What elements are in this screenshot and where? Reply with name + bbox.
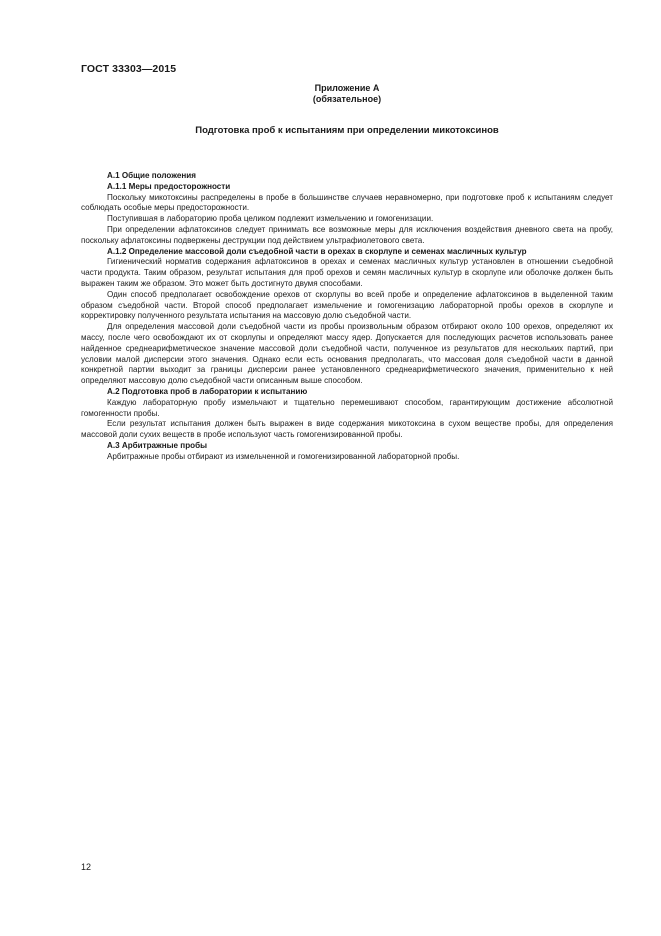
section-heading-a2: А.2 Подготовка проб в лаборатории к испытанию: [107, 386, 308, 396]
paragraph: Один способ предполагает освобождение орехов от скорлупы во всей пробе и определение афлатоксинов в выделенной таким образом съедобной части. Второй способ предполагает измельчение и гомогенизацию лабораторной пробы орехов в скорлупе и корректировку полученного результата испытания на массовую долю съедобной части.: [81, 289, 613, 321]
section-heading-a1: А.1 Общие положения: [107, 171, 196, 180]
paragraph: Поскольку микотоксины распределены в пробе в большинстве случаев неравномерно, при подготовке проб к испытаниям следует соблюдать особые меры предосторожности.: [81, 192, 613, 213]
paragraph: Каждую лабораторную пробу измельчают и тщательно перемешивают способом, гарантирующим достижение абсолютной гомогенности пробы.: [81, 397, 613, 418]
paragraph: Арбитражные пробы отбирают из измельченной и гомогенизированной лабораторной пробы.: [107, 451, 460, 461]
paragraph: Для определения массовой доли съедобной части из пробы произвольным образом отбирают около 100 орехов, определяют их массу, после чего освобождают их от скорлупы и определяют массу ядер. Допускается для последующих расчетов использовать ранее найденное среднеарифметическое значение массовой доли съедобной части, полученное из результатов для нескольких партий, при условии малой дисперсии этого значения. Однако если есть основания предполагать, что массовая доля съедобной части в данной конкретной партии выходит за границы дисперсии ранее установленного среднеарифметического значения, применительно к ней определяют массовую долю съедобной части описанным выше способом.: [81, 322, 613, 386]
page-number: 12: [81, 862, 92, 872]
paragraph: Если результат испытания должен быть выражен в виде содержания микотоксина в сухом веществе пробы, для определения массовой доли сухих веществ в пробе используют часть гомогенизированной пробы.: [81, 419, 613, 440]
appendix-title: Подготовка проб к испытаниям при определении микотоксинов: [195, 125, 499, 136]
paragraph: Поступившая в лабораторию проба целиком подлежит измельчению и гомогенизации.: [107, 214, 434, 224]
section-heading-a3: А.3 Арбитражные пробы: [107, 440, 207, 450]
appendix-label: Приложение А: [314, 83, 380, 93]
paragraph: Гигиенический норматив содержания афлатоксинов в орехах и семенах масличных культур установлен в отношении съедобной части продукта. Таким образом, результат испытания для проб орехов и семян масличных культур в скорлупе или оболочке должен быть выражен таким же образом. Это может быть достигнуто двумя способами.: [81, 257, 613, 288]
section-heading-a11: А.1.1 Меры предосторожности: [107, 181, 231, 191]
document-body: [81, 171, 613, 463]
standard-designation: ГОСТ 33303—2015: [81, 63, 177, 75]
appendix-heading: [81, 83, 613, 105]
section-heading-a12: А.1.2 Определение массовой доли съедобной части в орехах в скорлупе и семенах масличных культур: [107, 246, 527, 256]
paragraph: При определении афлатоксинов следует принимать все возможные меры для исключения воздействия дневного света на пробу, поскольку афлатоксины подвержены деструкции под действием ультрафиолетового света.: [81, 224, 613, 245]
appendix-status: (обязательное): [312, 94, 382, 104]
